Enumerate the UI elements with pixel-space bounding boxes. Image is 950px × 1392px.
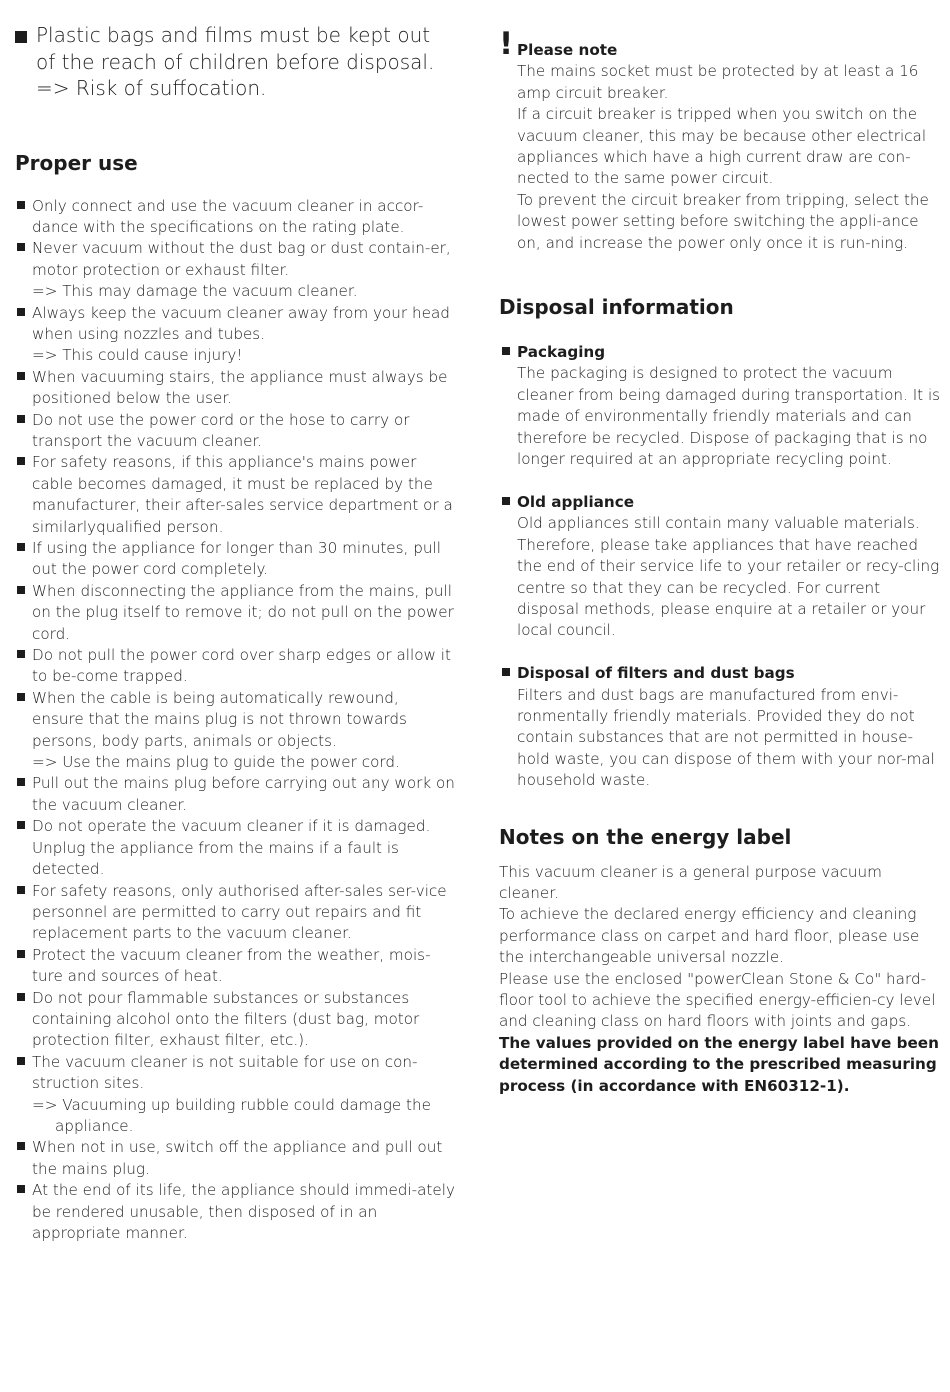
list-item: Never vacuum without the dust bag or dust contain-er, motor protection or exhaust filter. => This may damage the vacuum cleaner. — [15, 238, 455, 302]
right-column — [499, 0, 944, 1097]
bullet-square-icon — [17, 1142, 25, 1150]
list-item: If using the appliance for longer than 30 minutes, pull out the power cord completely. — [15, 538, 455, 581]
bullet-square-icon — [17, 950, 25, 958]
list-item: Do not pour flammable substances or substances containing alcohol onto the filters (dust bag, motor protection filter, exhaust filter, etc.). — [15, 988, 455, 1052]
note-paragraph: To prevent the circuit breaker from tripping, select the lowest power setting before switching the appli-ance on, and increase the power only once it is run-ning. — [517, 190, 929, 252]
bullet-square-icon — [17, 308, 25, 316]
bullet-square-icon — [502, 347, 510, 355]
proper-use-heading: Proper use — [15, 150, 138, 175]
energy-paragraph: This vacuum cleaner is a general purpose vacuum cleaner. — [499, 862, 882, 902]
bullet-square-icon — [17, 886, 25, 894]
energy-label-notes — [499, 862, 944, 1097]
list-item: Only connect and use the vacuum cleaner in accor-dance with the specifications on the rating plate. — [15, 196, 455, 239]
bullet-square-icon — [17, 993, 25, 1001]
left-column — [15, 0, 455, 1244]
bullet-square-icon — [15, 31, 27, 43]
list-item: When disconnecting the appliance from the mains, pull on the plug itself to remove it; do not pull on the power cord. — [15, 581, 455, 645]
section-title: Old appliance — [517, 492, 635, 511]
consequence-note: => This could cause injury! — [32, 346, 243, 365]
proper-use-list — [15, 196, 455, 1245]
bullet-square-icon — [17, 415, 25, 423]
list-item: Do not operate the vacuum cleaner if it is damaged. Unplug the appliance from the mains if a fault is detected. — [15, 816, 455, 880]
disposal-section-old-appliance — [499, 492, 944, 642]
consequence-note: => Vacuuming up building rubble could damage the appliance. — [32, 1095, 431, 1135]
note-paragraph: If a circuit breaker is tripped when you switch on the vacuum cleaner, this may be because other electrical appliances which have a high current draw are con-nected to the same power circuit. — [517, 105, 927, 188]
note-title: Please note — [517, 41, 618, 59]
energy-label-heading: Notes on the energy label — [499, 824, 792, 849]
list-item: At the end of its life, the appliance should immedi-ately be rendered unusable, then disposed of in an appropriate manner. — [15, 1180, 455, 1244]
list-item: For safety reasons, only authorised after-sales ser-vice personnel are permitted to carry out repairs and fit replacement parts to the vacuum cleaner. — [15, 881, 455, 945]
list-item: Protect the vacuum cleaner from the weather, mois-ture and sources of heat. — [15, 945, 455, 988]
bullet-square-icon — [17, 243, 25, 251]
bullet-square-icon — [17, 201, 25, 209]
list-item: Do not pull the power cord over sharp edges or allow it to be-come trapped. — [15, 645, 455, 688]
bullet-square-icon — [17, 1057, 25, 1065]
energy-bold-statement: The values provided on the energy label have been determined according to the prescribed measuring process (in accordance with EN60312-1). — [499, 1033, 939, 1095]
warning-text: Plastic bags and films must be kept out of the reach of children before disposal. — [36, 23, 435, 74]
section-text: The packaging is designed to protect the vacuum cleaner from being damaged during transportation. It is made of environmentally friendly materials and can therefore be recycled. Dispose of packaging that is no longer required at an appropriate recycling point. — [517, 364, 941, 469]
list-item: Always keep the vacuum cleaner away from your head when using nozzles and tubes. => This could cause injury! — [15, 303, 455, 367]
list-item: Do not use the power cord or the hose to carry or transport the vacuum cleaner. — [15, 410, 455, 453]
please-note-box — [499, 26, 944, 254]
list-item: The vacuum cleaner is not suitable for use on con-struction sites. => Vacuuming up building rubble could damage the appliance. — [15, 1052, 455, 1138]
bullet-square-icon — [17, 457, 25, 465]
bullet-square-icon — [17, 1185, 25, 1193]
section-text: Filters and dust bags are manufactured from envi-ronmentally friendly materials. Provided they do not contain substances that are not permitted in house-hold waste, you can dispose of them with your nor-mal household waste. — [517, 685, 935, 790]
bullet-square-icon — [502, 668, 510, 676]
bullet-square-icon — [17, 693, 25, 701]
list-item: For safety reasons, if this appliance's mains power cable becomes damaged, it must be replaced by the manufacturer, their after-sales service department or a similarlyqualified person. — [15, 452, 455, 538]
bullet-square-icon — [17, 650, 25, 658]
list-item: When vacuuming stairs, the appliance must always be positioned below the user. — [15, 367, 455, 410]
list-item: Pull out the mains plug before carrying out any work on the vacuum cleaner. — [15, 773, 455, 816]
suffocation-warning — [15, 22, 455, 102]
consequence-note: => Use the mains plug to guide the power cord. — [32, 753, 400, 772]
section-text: Old appliances still contain many valuable materials. Therefore, please take appliances that have reached the end of their service life to your retailer or recy-cling centre so that they can be recycled. For current disposal methods, please enquire at a retailer or your local council. — [517, 514, 940, 640]
list-item: When the cable is being automatically rewound, ensure that the mains plug is not thrown towards persons, body parts, animals or objects. => Use the mains plug to guide the power cord. — [15, 688, 455, 774]
warning-risk: => Risk of suffocation. — [36, 76, 267, 100]
disposal-heading: Disposal information — [499, 295, 734, 320]
note-paragraph: The mains socket must be protected by at least a 16 amp circuit breaker. — [517, 62, 919, 102]
list-item: When not in use, switch off the appliance and pull out the mains plug. — [15, 1137, 455, 1180]
bullet-square-icon — [17, 586, 25, 594]
consequence-note: => This may damage the vacuum cleaner. — [32, 282, 358, 301]
energy-paragraph: Please use the enclosed "powerClean Stone & Co" hard-floor tool to achieve the specified energy-efficien-cy level and cleaning class on hard floors with joints and gaps. — [499, 969, 936, 1031]
energy-paragraph: To achieve the declared energy efficiency and cleaning performance class on carpet and hard floor, please use the interchangeable universal nozzle. — [499, 905, 920, 967]
bullet-square-icon — [17, 543, 25, 551]
section-title: Disposal of filters and dust bags — [517, 664, 795, 683]
bullet-square-icon — [17, 821, 25, 829]
bullet-square-icon — [17, 778, 25, 786]
disposal-section-filters — [499, 663, 944, 791]
section-title: Packaging — [517, 343, 606, 362]
bullet-square-icon — [17, 372, 25, 380]
disposal-section-packaging — [499, 342, 944, 470]
exclamation-icon: ! — [499, 26, 514, 62]
bullet-square-icon — [502, 497, 510, 505]
